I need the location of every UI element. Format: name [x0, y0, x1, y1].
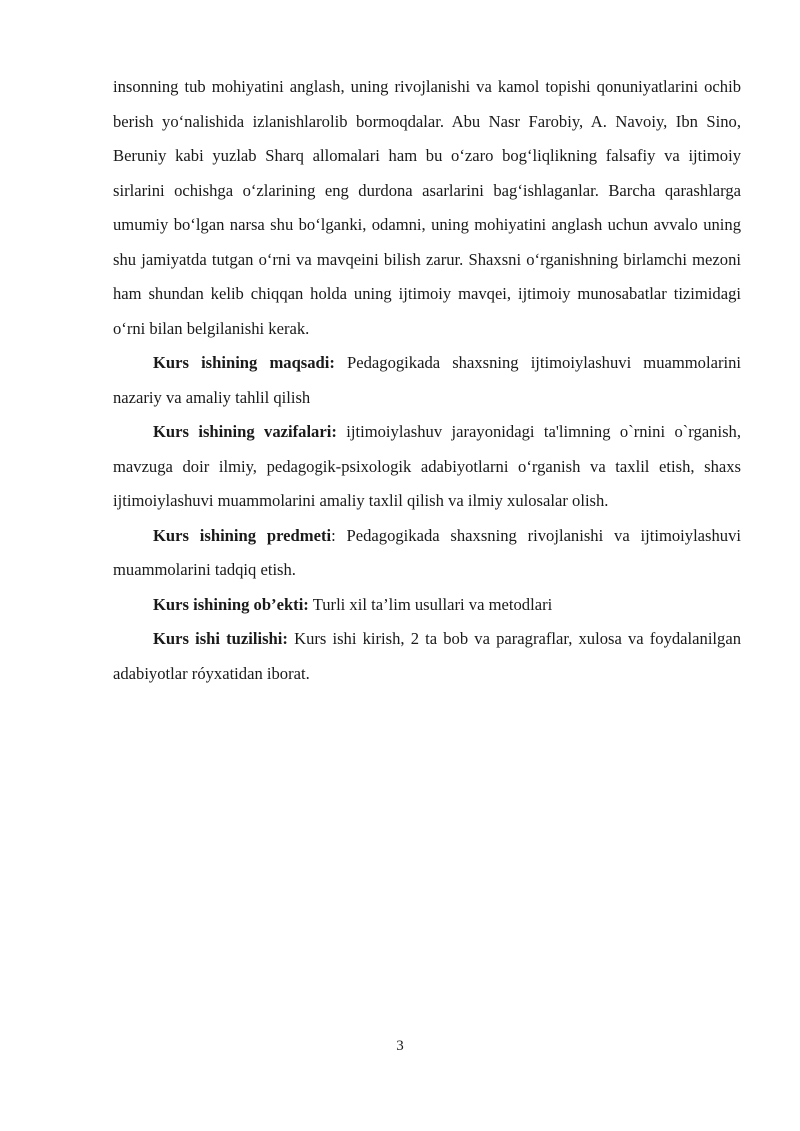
- section-label: Kurs ishining predmeti: [153, 525, 332, 545]
- section-structure: [113, 622, 741, 691]
- page-number: 3: [396, 1038, 404, 1054]
- intro-paragraph: insonning tub mohiyatini anglash, uning rivojlanishi va kamol topishi qonuniyatlarini ochib berish yo‘nalishida izlanishlarolib bormoqdalar. Abu Nasr Farobiy, A. Navoiy, Ibn Sino, Beruniy kabi yuzlab Sharq allomalari ham bu o‘zaro bog‘liqlikning falsafiy va ijtimoiy sirlarini ochishga o‘zlarining eng durdona asarlarini bag‘ishlaganlar. Barcha qarashlarga umumiy bo‘lgan narsa shu bo‘lganki, odamni, uning mohiyatini anglash uchun avvalo uning shu jamiyatda tutgan o‘rni va mavqeini bilish zarur. Shaxsni o‘rganishning birlamchi mezoni ham shundan kelib chiqqan holda uning ijtimoiy mavqei, ijtimoiy munosabatlar tizimidagi o‘rni bilan belgilanishi kerak.: [113, 77, 741, 338]
- section-text: Turli xil ta’lim usullari va metodlari: [308, 594, 553, 614]
- section-label: Kurs ishining maqsadi:: [153, 353, 335, 372]
- section-subject: [113, 519, 741, 588]
- section-text: Pedagogikada shaxsning ijtimoiylashuvi muammolarini nazariy va amaliy tahlil qilish: [113, 353, 741, 407]
- section-label: Kurs ishining vazifalari:: [153, 422, 337, 441]
- page-body: [113, 70, 741, 691]
- section-label: Kurs ishi tuzilishi:: [153, 629, 288, 648]
- section-tasks: [113, 415, 741, 519]
- section-text: ijtimoiylashuv jarayonidagi ta'limning o`rnini o`rganish, mavzuga doir ilmiy, pedagogik-psixologik adabiyotlarni o‘rganish va taxlil etish, shaxs ijtimoiylashuvi muammolarini amaliy taxlil qilish va ilmiy xulosalar olish.: [113, 422, 741, 510]
- section-purpose: [113, 346, 741, 415]
- section-text: : Pedagogikada shaxsning rivojlanishi va ijtimoiylashuvi muammolarini tadqiq etish.: [113, 525, 741, 579]
- section-label: Kurs ishining ob’ekti:: [153, 594, 309, 614]
- section-object: [113, 588, 741, 623]
- section-text: Kurs ishi kirish, 2 ta bob va paragraflar, xulosa va foydalanilgan adabiyotlar róyxatidan iborat.: [113, 629, 741, 683]
